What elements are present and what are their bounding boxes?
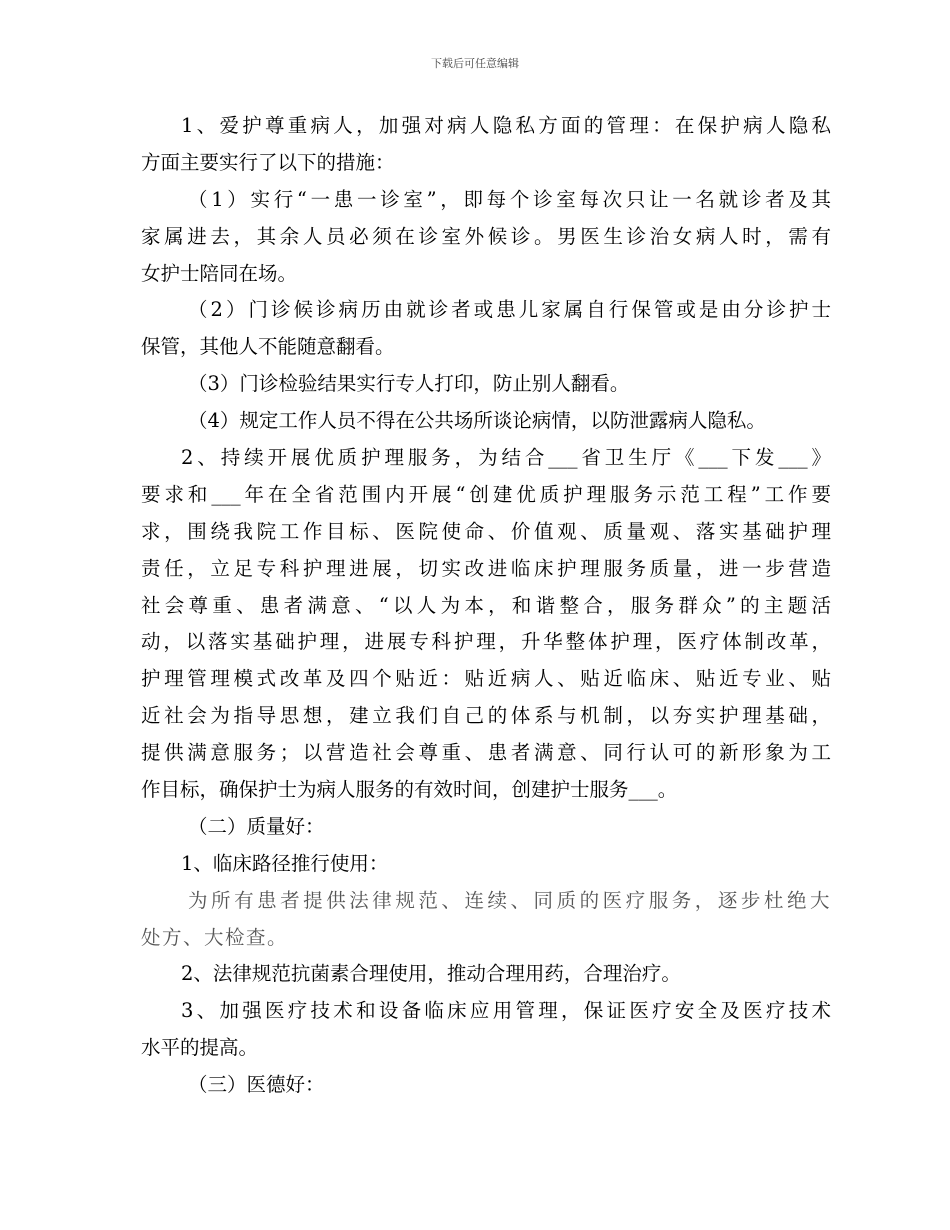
subsection-heading: 1、临床路径推行使用： [181,851,389,875]
paragraph-line: 提供满意服务；以营造社会尊重、患者满意、同行认可的新形象为工 [141,741,831,765]
paragraph-line: （1）实行“一患一诊室”，即每个诊室每次只让一名就诊者及其 [188,187,831,211]
paragraph-line: 责任，立足专科护理进展，切实改进临床护理服务质量，进一步营造 [141,556,831,580]
paragraph-line: 方面主要实行了以下的措施： [141,150,395,174]
paragraph-line: 保管，其他人不能随意翻看。 [141,335,395,359]
paragraph-line: 2、法律规范抗菌素合理使用，推动合理用药，合理治疗。 [181,962,681,986]
paragraph-line: 近社会为指导思想，建立我们自己的体系与机制，以夯实护理基础， [141,704,831,728]
paragraph-line: 求，围绕我院工作目标、医院使命、价值观、质量观、落实基础护理 [141,519,831,543]
paragraph-line: 为所有患者提供法律规范、连续、同质的医疗服务，逐步杜绝大 [188,888,831,912]
paragraph-line: 1、爱护尊重病人，加强对病人隐私方面的管理：在保护病人隐私 [181,114,831,137]
section-heading: （二）质量好： [188,814,325,838]
paragraph-line: 水平的提高。 [141,1036,259,1060]
paragraph-line: 要求和___年在全省范围内开展“创建优质护理服务示范工程”工作要 [141,482,831,506]
paragraph-line: （3）门诊检验结果实行专人打印，防止别人翻看。 [188,372,630,396]
document-body [141,108,831,1104]
paragraph-line: 2、持续开展优质护理服务，为结合___省卫生厅《___下发___》 [181,446,831,470]
paragraph-line: （4）规定工作人员不得在公共场所谈论病情，以防泄露病人隐私。 [188,409,766,433]
paragraph-line: （2）门诊候诊病历由就诊者或患儿家属自行保管或是由分诊护士 [188,298,831,322]
paragraph-line: 动，以落实基础护理，进展专科护理，升华整体护理，医疗体制改革， [141,630,831,654]
paragraph-line: 社会尊重、患者满意、“以人为本，和谐整合，服务群众”的主题活 [141,593,831,617]
paragraph-line: 作目标，确保护士为病人服务的有效时间，创建护士服务___。 [141,778,678,802]
page-header: 下载后可任意编辑 [431,57,519,70]
paragraph-line: 家属进去，其余人员必须在诊室外候诊。男医生诊治女病人时，需有 [141,224,831,248]
paragraph-line: 3、加强医疗技术和设备临床应用管理，保证医疗安全及医疗技术 [181,999,831,1023]
paragraph-line: 女护士陪同在场。 [141,261,298,285]
paragraph-line: 处方、大检查。 [141,925,289,949]
paragraph-line: 护理管理模式改革及四个贴近：贴近病人、贴近临床、贴近专业、贴 [141,667,831,691]
section-heading: （三）医德好： [188,1073,325,1097]
